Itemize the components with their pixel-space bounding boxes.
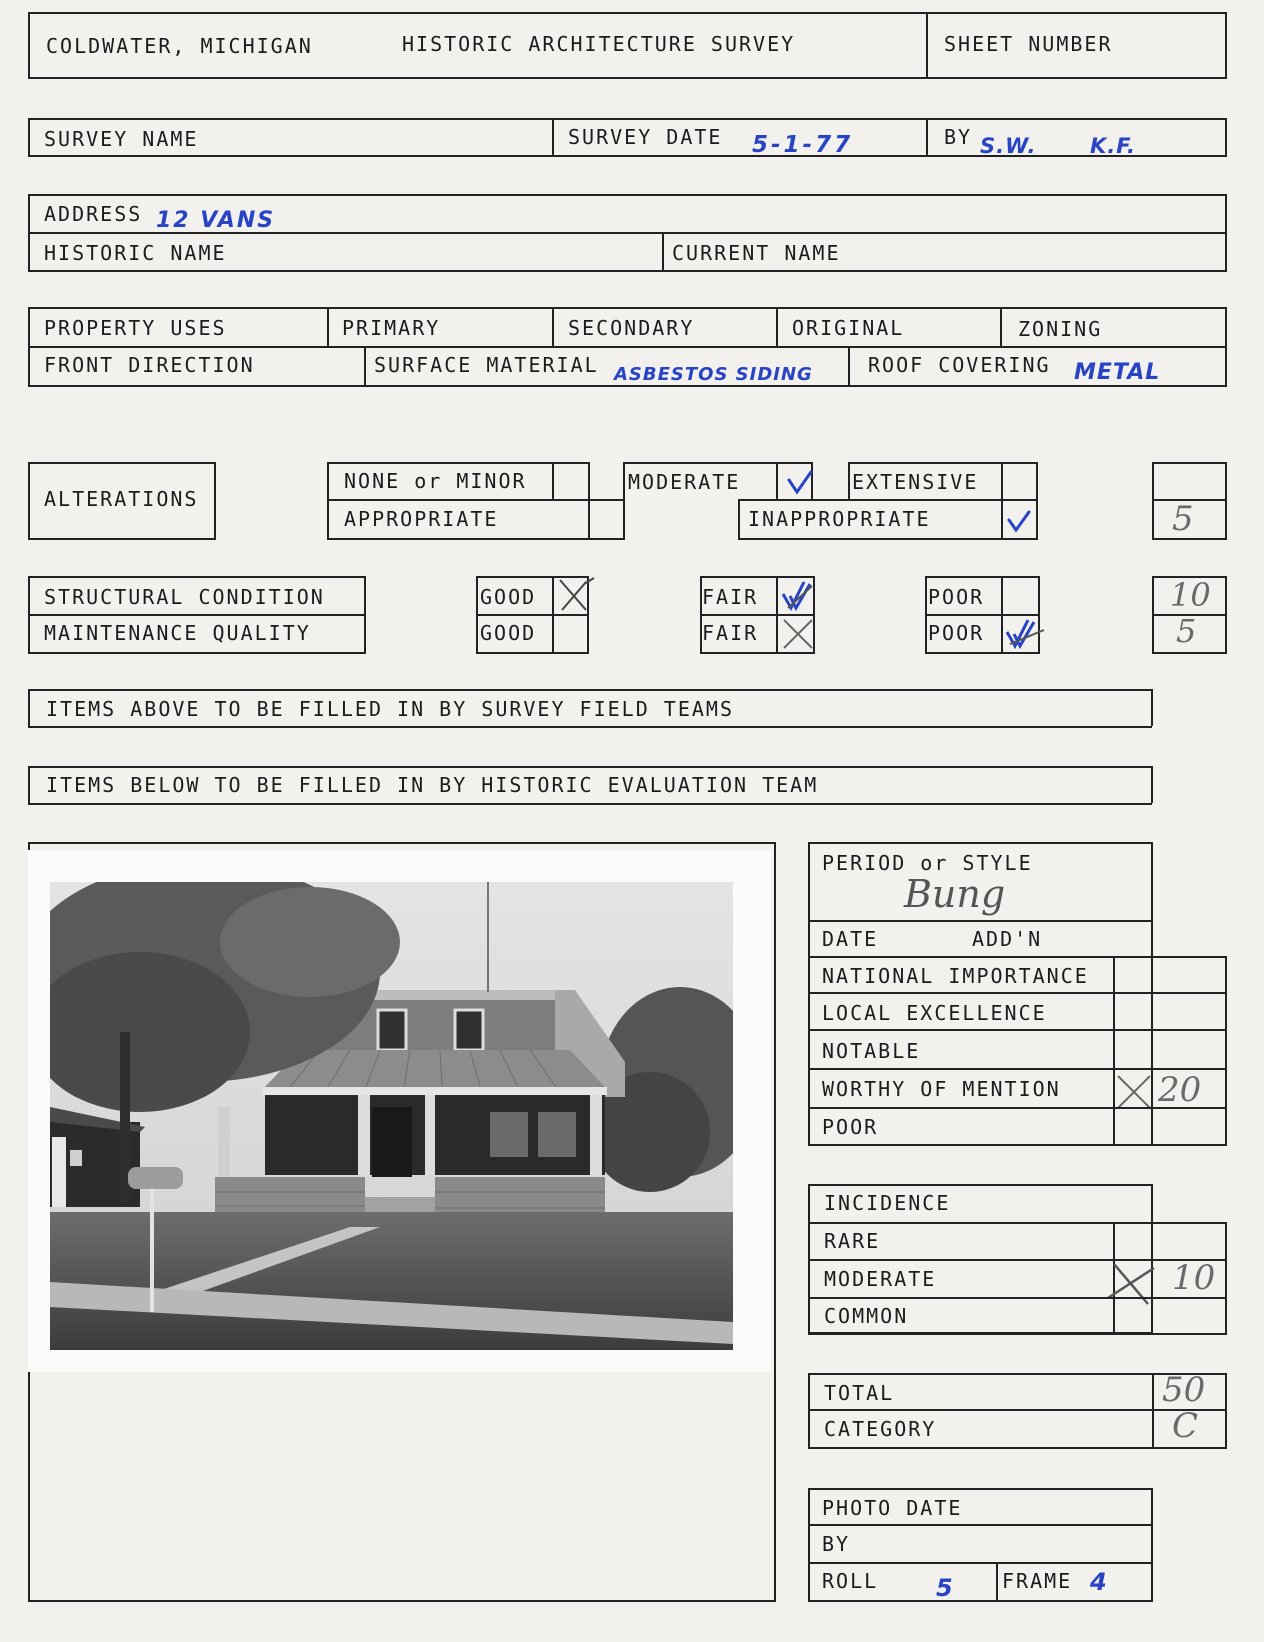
sheet-number-label: SHEET NUMBER <box>944 32 1113 56</box>
notable-label: NOTABLE <box>822 1039 921 1063</box>
maintenance-quality-label: MAINTENANCE QUALITY <box>44 621 311 645</box>
structural-good-x-mark <box>556 576 596 618</box>
structural-score: 10 <box>1170 576 1211 614</box>
period-style-value: Bung <box>904 872 1006 916</box>
maintenance-good-label: GOOD <box>480 621 537 645</box>
category-value: C <box>1172 1406 1199 1446</box>
current-name-label: CURRENT NAME <box>672 241 841 265</box>
form-title: HISTORIC ARCHITECTURE SURVEY <box>402 32 796 56</box>
incidence-x-mark <box>1104 1258 1160 1312</box>
moderate-checkmark <box>786 468 814 500</box>
photo-by-label: BY <box>822 1532 851 1556</box>
surveyor-1: S.W. <box>980 134 1037 158</box>
property-uses-label: PROPERTY USES <box>44 316 227 340</box>
addn-label: ADD'N <box>972 927 1043 951</box>
appropriate-label: APPROPRIATE <box>344 507 499 531</box>
roof-covering-label: ROOF COVERING <box>868 353 1051 377</box>
worthy-of-mention-label: WORTHY OF MENTION <box>822 1077 1061 1101</box>
front-direction-label: FRONT DIRECTION <box>44 353 255 377</box>
frame-value: 4 <box>1090 1568 1108 1596</box>
rare-label: RARE <box>824 1229 881 1253</box>
roll-value: 5 <box>936 1574 954 1602</box>
category-label: CATEGORY <box>824 1417 937 1441</box>
total-label: TOTAL <box>824 1381 895 1405</box>
items-above-note: ITEMS ABOVE TO BE FILLED IN BY SURVEY FIELD TEAMS <box>46 697 735 721</box>
structural-fair-label: FAIR <box>702 585 759 609</box>
moderate-label: MODERATE <box>628 470 741 494</box>
inappropriate-checkmark <box>1006 508 1032 538</box>
national-importance-label: NATIONAL IMPORTANCE <box>822 964 1089 988</box>
original-label: ORIGINAL <box>792 316 905 340</box>
surface-material-value: ASBESTOS SIDING <box>614 364 813 385</box>
zoning-label: ZONING <box>1018 317 1103 341</box>
items-below-note: ITEMS BELOW TO BE FILLED IN BY HISTORIC EVALUATION TEAM <box>46 773 819 797</box>
maintenance-poor-label: POOR <box>928 621 985 645</box>
common-label: COMMON <box>824 1304 909 1328</box>
alterations-label: ALTERATIONS <box>44 487 199 511</box>
total-value: 50 <box>1162 1370 1206 1410</box>
by-label: BY <box>944 125 973 149</box>
alterations-score: 5 <box>1172 499 1194 539</box>
roof-covering-value: METAL <box>1074 360 1161 385</box>
worthy-x-mark <box>1112 1072 1156 1116</box>
eval-poor-label: POOR <box>822 1115 879 1139</box>
survey-date-value: 5-1-77 <box>752 132 854 158</box>
maintenance-score: 5 <box>1176 612 1197 650</box>
incidence-label: INCIDENCE <box>824 1191 951 1215</box>
survey-name-label: SURVEY NAME <box>44 127 199 151</box>
survey-date-label: SURVEY DATE <box>568 125 723 149</box>
address-value: 12 VANS <box>156 208 276 233</box>
incidence-moderate-label: MODERATE <box>824 1267 937 1291</box>
address-label: ADDRESS <box>44 202 143 226</box>
structural-poor-label: POOR <box>928 585 985 609</box>
incidence-score: 10 <box>1172 1258 1216 1298</box>
frame-label: FRAME <box>1002 1569 1073 1593</box>
secondary-label: SECONDARY <box>568 316 695 340</box>
structural-condition-label: STRUCTURAL CONDITION <box>44 585 325 609</box>
none-minor-label: NONE or MINOR <box>344 469 527 493</box>
extensive-label: EXTENSIVE <box>852 470 979 494</box>
maintenance-poor-mark <box>1004 616 1046 656</box>
structural-good-label: GOOD <box>480 585 537 609</box>
period-style-label: PERIOD or STYLE <box>822 851 1033 875</box>
roll-label: ROLL <box>822 1569 879 1593</box>
maintenance-fair-x-mark <box>780 616 816 656</box>
surveyor-2: K.F. <box>1090 134 1136 158</box>
worthy-score: 20 <box>1158 1070 1202 1110</box>
local-excellence-label: LOCAL EXCELLENCE <box>822 1001 1047 1025</box>
maintenance-fair-label: FAIR <box>702 621 759 645</box>
surface-material-label: SURFACE MATERIAL <box>374 353 599 377</box>
house-photograph <box>50 882 733 1350</box>
historic-name-label: HISTORIC NAME <box>44 241 227 265</box>
inappropriate-label: INAPPROPRIATE <box>748 507 931 531</box>
structural-fair-mark <box>780 578 816 618</box>
city-label: COLDWATER, MICHIGAN <box>46 34 313 58</box>
date-label: DATE <box>822 927 879 951</box>
photo-date-label: PHOTO DATE <box>822 1496 963 1520</box>
primary-label: PRIMARY <box>342 316 441 340</box>
